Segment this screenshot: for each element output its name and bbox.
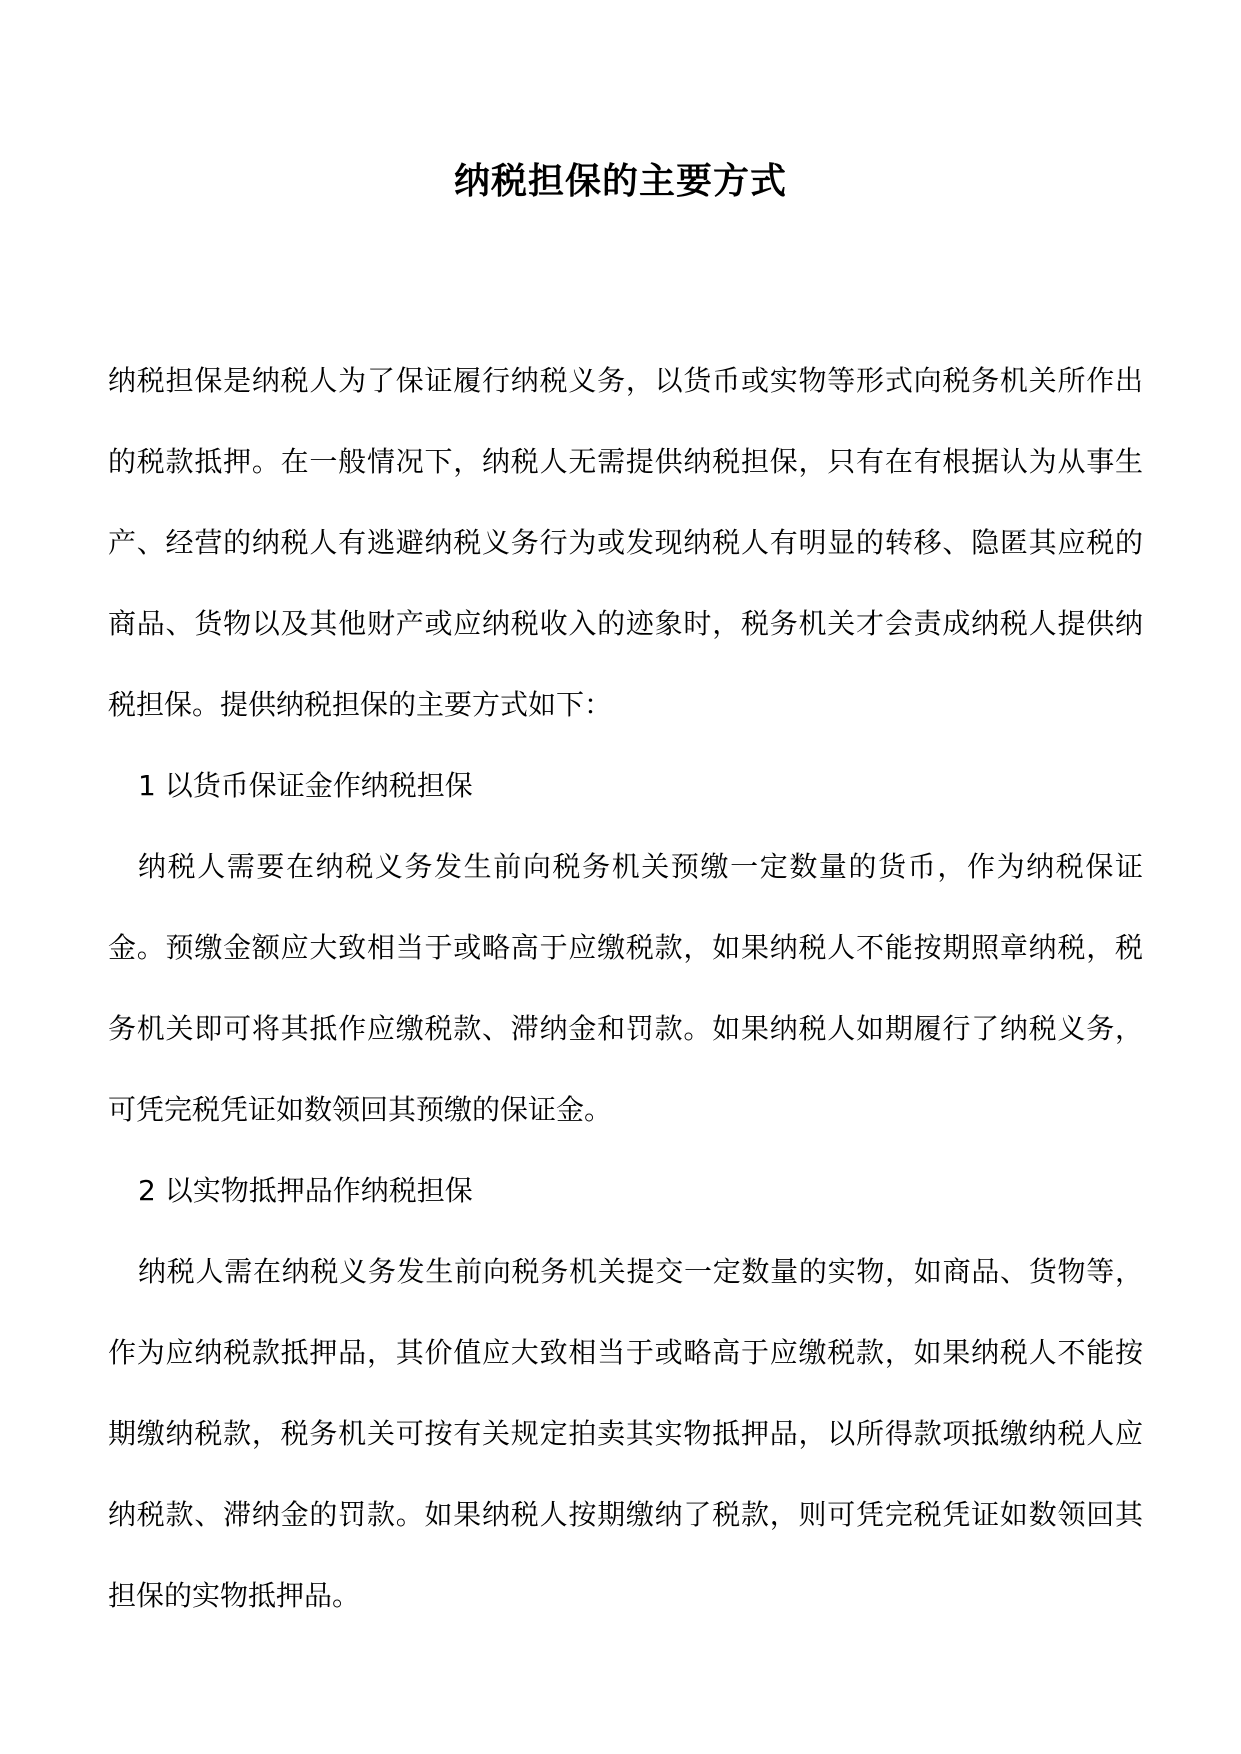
section-paragraph-2: 纳税人需在纳税义务发生前向税务机关提交一定数量的实物，如商品、货物等，作为应纳税款抵押品，其价值应大致相当于或略高于应缴税款，如果纳税人不能按期缴纳税款，税务机关可按有关规定拍卖其实物抵押品，以所得款项抵缴纳税人应纳税款、滞纳金的罚款。如果纳税人按期缴纳了税款，则可凭完税凭证如数领回其担保的实物抵押品。 — [108, 1255, 1143, 1612]
document-title: 纳税担保的主要方式 — [453, 161, 787, 202]
section-heading-2: 2 以实物抵押品作纳税担保 — [138, 1174, 473, 1207]
document-body — [108, 340, 1143, 1636]
intro-paragraph: 纳税担保是纳税人为了保证履行纳税义务，以货币或实物等形式向税务机关所作出的税款抵押。在一般情况下，纳税人无需提供纳税担保，只有在有根据认为从事生产、经营的纳税人有逃避纳税义务行为或发现纳税人有明显的转移、隐匿其应税的商品、货物以及其他财产或应纳税收入的迹象时，税务机关才会责成纳税人提供纳税担保。提供纳税担保的主要方式如下： — [108, 364, 1143, 721]
section-heading-1: 1 以货币保证金作纳税担保 — [138, 769, 473, 802]
section-paragraph-1: 纳税人需要在纳税义务发生前向税务机关预缴一定数量的货币，作为纳税保证金。预缴金额应大致相当于或略高于应缴税款，如果纳税人不能按期照章纳税，税务机关即可将其抵作应缴税款、滞纳金和罚款。如果纳税人如期履行了纳税义务，可凭完税凭证如数领回其预缴的保证金。 — [108, 850, 1143, 1126]
